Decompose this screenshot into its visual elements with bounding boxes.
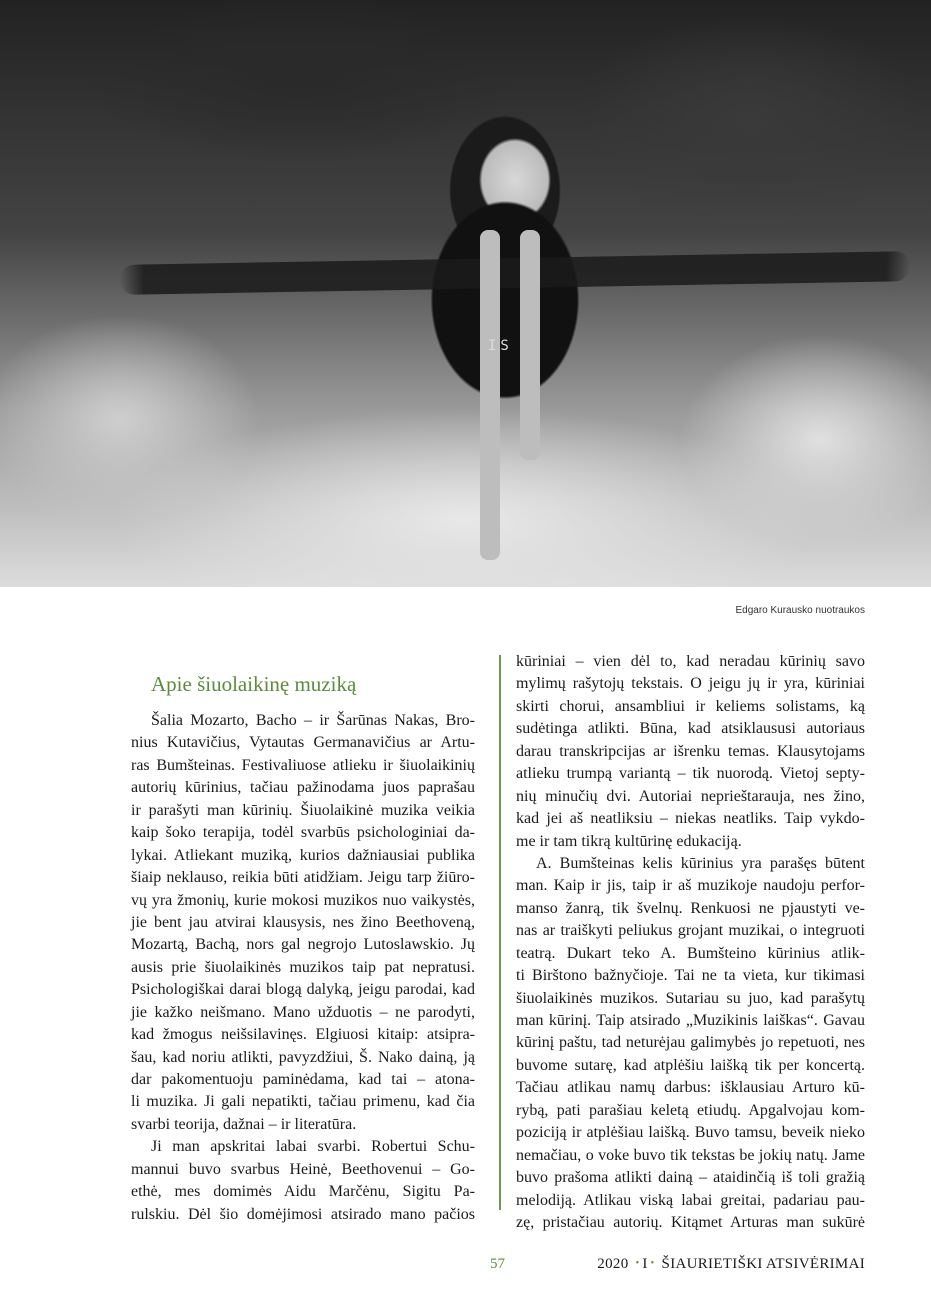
paragraph xyxy=(131,1136,475,1226)
page-number: 57 xyxy=(490,1256,505,1272)
right-column xyxy=(516,651,865,1234)
text-line: kad jei aš neatliksiu – niekas neatliks. Taip vykdo- xyxy=(516,810,865,828)
text-line: lykai. Atliekant muziką, kurios dažniausiai publika xyxy=(131,846,475,864)
text-line: šiuolaikinės muzikos. Sutariau su juo, kad parašytų xyxy=(516,989,865,1007)
footer-publication: ŠIAURIETIŠKI ATSIVĖRIMAI xyxy=(661,1256,865,1272)
text-line: vų yra žmonių, kurie mokosi muzikos nuo vaikystės, xyxy=(131,891,475,909)
photo-shirt-text: IS xyxy=(488,338,513,354)
text-line: dar pakomentuoju paminėdama, kad tai – atona- xyxy=(131,1071,475,1088)
footer-issue: I xyxy=(642,1256,648,1272)
text-line: kūriniai – vien dėl to, kad neradau kūrinių savo xyxy=(516,653,865,670)
text-line: autorių kūrinius, tačiau pažinodama juos paprašau xyxy=(131,779,475,797)
text-line: ir parašyti man kūrinių. Šiuolaikinė muzika veikia xyxy=(131,801,475,819)
text-line: sudėtinga atlikti. Būna, kad atsiklaususi autoriaus xyxy=(516,720,865,738)
text-line: ras Bumšteinas. Festivaliuose atlieku ir šiuolaikinių xyxy=(131,756,475,774)
text-line: li muzika. Ji gali nepatikti, tačiau primenu, kad čia xyxy=(131,1093,475,1111)
text-line: Mozartą, Bachą, nors gal negrojo Lutoslawskio. Jų xyxy=(131,936,475,954)
text-line: ausis prie šiuolaikinės muzikos taip pat nepratusi. xyxy=(131,958,475,976)
text-line: zę, pristačiau autorių. Kitąmet Arturas man sukūrė xyxy=(516,1213,865,1231)
text-line: šau, kad noriu atlikti, pavyzdžiui, Š. Nako dainą, ją xyxy=(131,1048,475,1066)
photo-scarf xyxy=(480,230,500,560)
text-line: me ir tam tikrą kultūrinę edukaciją. xyxy=(516,832,742,850)
paragraph xyxy=(516,651,865,853)
text-line: A. Bumšteinas kelis kūrinius yra parašęs būtent xyxy=(536,854,865,872)
text-line: Psichologiškai darai blogą dalyką, jeigu parodai, kad xyxy=(131,981,475,999)
text-line: mylimų rašytojų tekstais. O jeigu jų ir yra, kūriniai xyxy=(516,675,865,693)
text-line: melodiją. Atlikau viską labai greitai, padariau pau- xyxy=(516,1191,865,1209)
text-line: mannui buvo svarbus Heinė, Beethovenui – Go- xyxy=(131,1160,475,1178)
text-line: jie bent jau atvirai klausysis, nes žino Beethoveną, xyxy=(131,913,475,931)
text-line: ethė, mes domimės Aidu Marčėnu, Sigitu Pa- xyxy=(131,1183,475,1201)
separator-dot: • xyxy=(635,1258,640,1269)
column-divider xyxy=(499,655,501,1210)
section-heading: Apie šiuolaikinę muziką xyxy=(151,672,357,696)
text-line: man. Kaip ir jis, taip ir aš muzikoje naudoju perfor- xyxy=(516,877,865,895)
footer-year: 2020 xyxy=(597,1256,629,1272)
running-footer xyxy=(597,1256,865,1273)
text-line: kaip šoko terapija, todėl svarbūs psichologiniai da- xyxy=(131,824,475,842)
text-line: teatrą. Dukart teko A. Bumšteino kūrinius atlik- xyxy=(516,944,865,962)
text-line: šiaip neklauso, reikia būti atidžiam. Jeigu tarp žiūro- xyxy=(131,869,475,887)
photo-figure-arms xyxy=(120,251,910,295)
text-line: nius Kutavičius, Vytautas Germanavičius ar Artu- xyxy=(131,734,475,752)
text-line: buvome sutarę, kad atplėšiu laišką tik per koncertą. xyxy=(516,1056,865,1074)
text-line: skirti chorui, ansambliui ir keliems solistams, ką xyxy=(516,697,865,715)
paragraph xyxy=(131,710,475,1136)
left-column xyxy=(131,710,475,1226)
text-line: atlieku trumpą variantą – tik nuorodą. Vietoj septy- xyxy=(516,765,865,783)
text-line: Šalia Mozarto, Bacho – ir Šarūnas Nakas, Bro- xyxy=(151,712,475,729)
text-line: nių minučių dvi. Autoriai neprieštarauja, nes žino, xyxy=(516,787,865,805)
text-line: buvo prašoma atlikti dainą – ataidinčią iš toli gražią xyxy=(516,1169,865,1187)
text-line: manso žanrą, tik švelnų. Renkuosi ne pjaustyti ve- xyxy=(516,899,865,917)
text-line: kūrinį paštu, tad neturėjau galimybės jo repetuoti, nes xyxy=(516,1034,865,1052)
text-line: rulskiu. Dėl šio domėjimosi atsirado mano pačios xyxy=(131,1205,475,1223)
text-line: ti Birštono bažnyčioje. Tai ne ta vieta, kur tikimasi xyxy=(516,967,865,985)
text-line: jie kažko neišmano. Mano užduotis – ne parodyti, xyxy=(131,1003,475,1021)
photo-scarf xyxy=(520,230,540,460)
text-line: nas ar traiškyti peliukus grojant muzikai, o integruoti xyxy=(516,922,865,940)
text-line: darau transkripcijas ar išrenku temas. Klausytojams xyxy=(516,742,865,760)
text-line: poziciją ir atplėšiau laišką. Buvo tamsu, beveik nieko xyxy=(516,1124,865,1142)
text-line: kad žmogus neišsilavinęs. Elgiuosi kitaip: atsipra- xyxy=(131,1026,475,1044)
text-line: man kūrinį. Taip atsirado „Muzikinis laiškas“. Gavau xyxy=(516,1012,865,1029)
paragraph xyxy=(516,853,865,1234)
hero-photo xyxy=(0,0,931,587)
text-line: rybą, pati parašiau keletą etiudų. Apgalvojau kom- xyxy=(516,1101,865,1119)
text-line: svarbi teorija, dažnai – ir literatūra. xyxy=(131,1115,357,1133)
separator-dot: • xyxy=(650,1258,655,1269)
text-line: Tačiau atlikau namų darbus: išklausiau Arturo kū- xyxy=(516,1079,865,1097)
photo-caption: Edgaro Kurausko nuotraukos xyxy=(735,605,865,616)
text-line: nemačiau, o voke buvo tik tekstas be jokių natų. Jame xyxy=(516,1146,865,1164)
text-line: Ji man apskritai labai svarbi. Robertui Schu- xyxy=(151,1138,475,1156)
